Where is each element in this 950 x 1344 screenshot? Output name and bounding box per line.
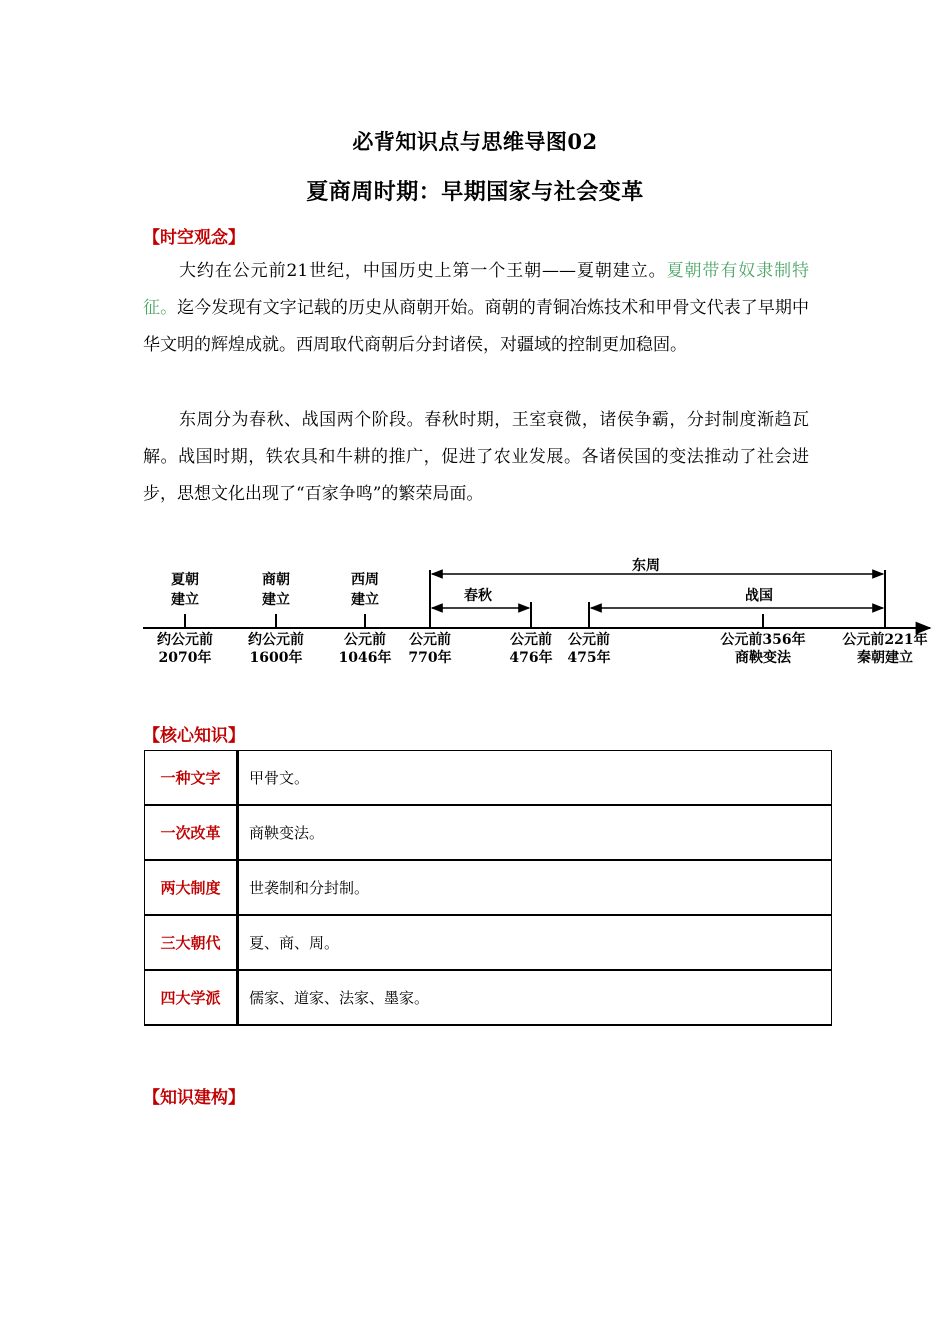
page-title: 必背知识点与思维导图02	[352, 129, 598, 154]
date-221-line1: 公元前221年	[842, 632, 928, 648]
paragraph-1-text-b: 迄今发现有文字记载的历史从商朝开始。商朝的青铜冶炼技术和甲骨文代表了早期中华文明的辉煌成就。西周取代商朝后分封诸侯，对疆域的控制更加稳固。	[143, 298, 810, 355]
paragraph-1	[143, 253, 809, 364]
row-label: 一次改革	[145, 805, 238, 860]
event-shang-line2: 建立	[262, 592, 290, 608]
history-timeline	[140, 552, 940, 672]
row-label: 三大朝代	[145, 915, 238, 970]
date-770-line1: 公元前	[409, 632, 451, 648]
event-shang-line1: 商朝	[262, 572, 290, 588]
table-row	[145, 970, 832, 1025]
date-1600-line2: 1600年	[249, 650, 303, 666]
timeline-ticks	[185, 570, 885, 628]
date-476-line2: 476年	[509, 650, 553, 666]
table-row	[145, 751, 832, 806]
date-475-line1: 公元前	[568, 632, 610, 648]
row-content: 甲骨文。	[238, 751, 832, 806]
event-xizhou-line1: 西周	[351, 572, 379, 588]
date-475-line2: 475年	[567, 650, 611, 666]
row-content: 夏、商、周。	[238, 915, 832, 970]
span-dongzhou-label: 东周	[632, 558, 660, 574]
date-476-line1: 公元前	[510, 632, 552, 648]
table-row	[145, 915, 832, 970]
date-770-line2: 770年	[408, 650, 452, 666]
section-heading-core: 【核心知识】	[143, 726, 245, 746]
date-221-line2: 秦朝建立	[857, 650, 913, 666]
date-2070-line1: 约公元前	[157, 632, 213, 648]
paragraph-2: 东周分为春秋、战国两个阶段。春秋时期，王室衰微，诸侯争霸，分封制度渐趋瓦解。战国时期，铁农具和牛耕的推广，促进了农业发展。各诸侯国的变法推动了社会进步，思想文化出现了“百家争鸣”的繁荣局面。	[143, 410, 809, 504]
section-heading-spacetime: 【时空观念】	[143, 228, 245, 248]
date-1046-line2: 1046年	[338, 650, 392, 666]
event-xia-line1: 夏朝	[171, 572, 199, 588]
row-label: 一种文字	[145, 751, 238, 806]
core-knowledge-table	[144, 750, 832, 1026]
section-heading-construct: 【知识建构】	[143, 1088, 245, 1108]
paragraph-1-highlight: 夏朝带有奴隶制特征。	[143, 261, 810, 318]
date-1046-line1: 公元前	[344, 632, 386, 648]
table-row	[145, 860, 832, 915]
row-label: 两大制度	[145, 860, 238, 915]
span-zhanguo-label: 战国	[745, 588, 773, 604]
page-subtitle: 夏商周时期：早期国家与社会变革	[306, 179, 644, 205]
date-356-line2: 商鞅变法	[735, 650, 791, 666]
date-1600-line1: 约公元前	[248, 632, 304, 648]
date-356-line1: 公元前356年	[720, 632, 806, 648]
row-content: 商鞅变法。	[238, 805, 832, 860]
event-xia-line2: 建立	[171, 592, 199, 608]
row-content: 世袭制和分封制。	[238, 860, 832, 915]
row-label: 四大学派	[145, 970, 238, 1025]
date-2070-line2: 2070年	[158, 650, 212, 666]
event-xizhou-line2: 建立	[351, 592, 379, 608]
table-row	[145, 805, 832, 860]
span-chunqiu-label: 春秋	[464, 588, 492, 604]
row-content: 儒家、道家、法家、墨家。	[238, 970, 832, 1025]
paragraph-1-text-a: 大约在公元前21世纪，中国历史上第一个王朝——夏朝建立。	[179, 261, 667, 281]
